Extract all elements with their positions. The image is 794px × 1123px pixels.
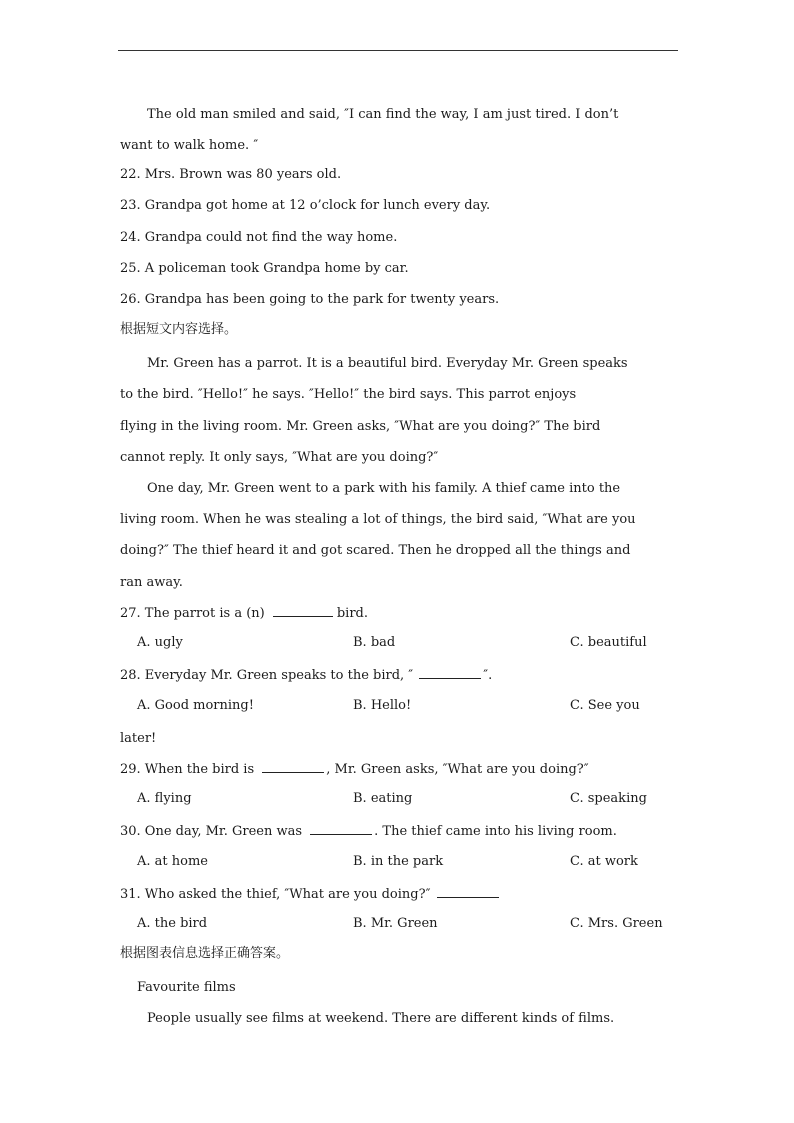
section2-heading: 根据短文内容选择。: [120, 322, 238, 337]
tf-item-23: 23. Grandpa got home at 12 o’clock for lunch every day.: [120, 198, 491, 213]
answer-blank[interactable]: [310, 822, 372, 835]
passage2-p2-line2: living room. When he was stealing a lot of things, the bird said, ″What are you: [120, 512, 636, 527]
question-stem: 30. One day, Mr. Green was: [120, 824, 307, 839]
q29-option-b[interactable]: B. eating: [353, 791, 413, 806]
q31-option-a[interactable]: A. the bird: [137, 916, 208, 931]
q29-option-c[interactable]: C. speaking: [570, 791, 647, 806]
passage2-p1-line4: cannot reply. It only says, ″What are you doing?″: [120, 450, 439, 465]
passage2-p1-line1: Mr. Green has a parrot. It is a beautiful bird. Everyday Mr. Green speaks: [147, 356, 628, 371]
tf-item-25: 25. A policeman took Grandpa home by car.: [120, 261, 409, 276]
header-rule: [118, 50, 678, 51]
q28-option-b[interactable]: B. Hello!: [353, 698, 412, 713]
q29-option-a[interactable]: A. flying: [137, 791, 192, 806]
q28-option-c-wrap: later!: [120, 731, 157, 746]
section3-title: Favourite films: [137, 980, 236, 995]
question-31: [120, 885, 499, 903]
passage2-p2-line4: ran away.: [120, 575, 183, 590]
question-27: [120, 604, 368, 622]
question-tail: ″.: [483, 668, 493, 683]
question-stem: 28. Everyday Mr. Green speaks to the bird, ″: [120, 668, 418, 683]
q30-option-a[interactable]: A. at home: [137, 854, 208, 869]
tf-item-24: 24. Grandpa could not find the way home.: [120, 230, 398, 245]
q27-option-a[interactable]: A. ugly: [137, 635, 183, 650]
q31-option-c[interactable]: C. Mrs. Green: [570, 916, 663, 931]
passage1-line1: The old man smiled and said, ″I can find the way, I am just tired. I don’t: [147, 107, 619, 122]
passage1-line2: want to walk home. ″: [120, 138, 259, 153]
section3-heading: 根据图表信息选择正确答案。: [120, 946, 290, 961]
passage2-p2-line3: doing?″ The thief heard it and got scared. Then he dropped all the things and: [120, 543, 631, 558]
q31-option-b[interactable]: B. Mr. Green: [353, 916, 438, 931]
tf-item-22: 22. Mrs. Brown was 80 years old.: [120, 167, 342, 182]
passage2-p1-line3: flying in the living room. Mr. Green asks, ″What are you doing?″ The bird: [120, 419, 601, 434]
question-stem: 27. The parrot is a (n): [120, 606, 269, 621]
q28-option-c[interactable]: C. See you: [570, 698, 640, 713]
question-stem: 29. When the bird is: [120, 762, 259, 777]
answer-blank[interactable]: [437, 885, 499, 898]
question-29: [120, 760, 589, 778]
answer-blank[interactable]: [419, 666, 481, 679]
question-tail: . The thief came into his living room.: [374, 824, 617, 839]
question-30: [120, 822, 617, 840]
answer-blank[interactable]: [273, 604, 333, 617]
q30-option-c[interactable]: C. at work: [570, 854, 638, 869]
passage2-p1-line2: to the bird. ″Hello!″ he says. ″Hello!″ the bird says. This parrot enjoys: [120, 387, 577, 402]
answer-blank[interactable]: [262, 760, 324, 773]
q27-option-c[interactable]: C. beautiful: [570, 635, 647, 650]
q27-option-b[interactable]: B. bad: [353, 635, 396, 650]
question-28: [120, 666, 492, 684]
section3-intro: People usually see films at weekend. There are different kinds of films.: [147, 1011, 615, 1026]
question-tail: , Mr. Green asks, ″What are you doing?″: [326, 762, 589, 777]
q30-option-b[interactable]: B. in the park: [353, 854, 444, 869]
question-stem: 31. Who asked the thief, ″What are you doing?″: [120, 887, 435, 902]
tf-item-26: 26. Grandpa has been going to the park for twenty years.: [120, 292, 500, 307]
q28-option-a[interactable]: A. Good morning!: [137, 698, 254, 713]
question-tail: bird.: [336, 606, 369, 621]
passage2-p2-line1: One day, Mr. Green went to a park with his family. A thief came into the: [147, 481, 621, 496]
